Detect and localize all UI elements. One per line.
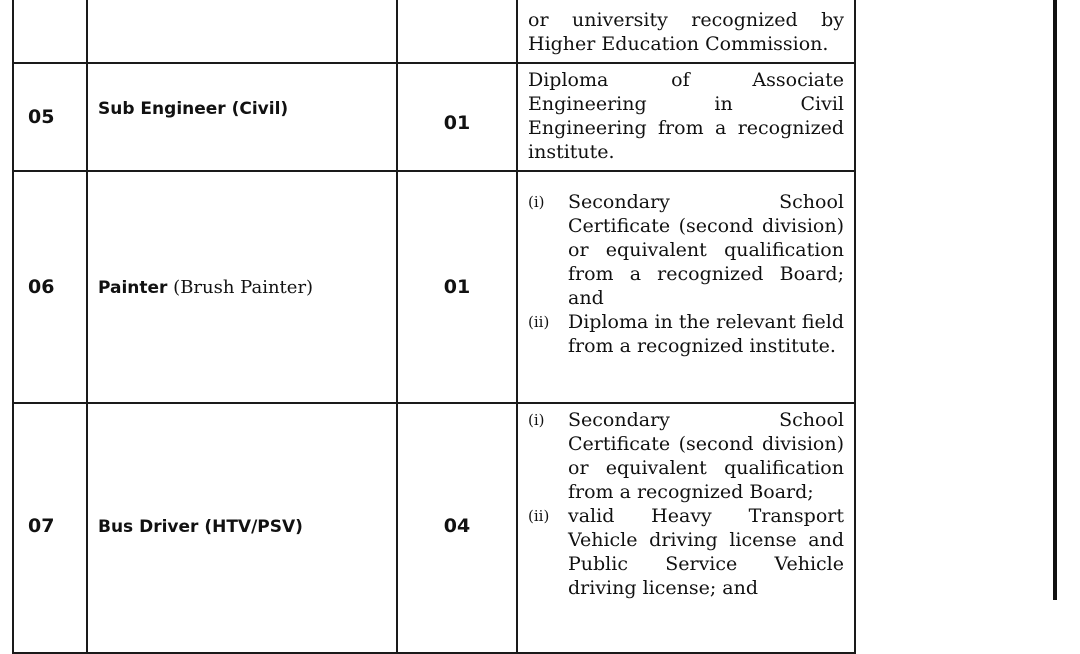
list-item-text: valid Heavy Transport Vehicle driving license and Public Service Vehicle driving license; and [568,505,844,599]
serial-number-cell [13,0,87,63]
serial-number-cell: 05 [13,63,87,171]
post-name-cell [87,171,397,403]
number-of-posts-cell: 01 [397,63,517,171]
qualification-cell [517,403,855,653]
number-of-posts-cell: 01 [397,171,517,403]
number-of-posts-cell: 04 [397,403,517,653]
list-item-text: Secondary School Certificate (second division) or equivalent qualification from a recognized Board; [568,409,844,503]
table-row [13,171,855,403]
table-row [13,403,855,653]
post-name-bold: Painter [98,277,168,298]
list-item [528,504,844,600]
table-row [13,0,855,63]
qualification-list [528,190,844,358]
posts-table [12,0,856,654]
serial-number-cell: 06 [13,171,87,403]
post-name-cell [87,403,397,653]
qualification-text: Diploma of Associate Engineering in Civil Engineering from a recognized institute. [528,69,844,163]
page-border-rule [1053,0,1057,600]
list-item [528,408,844,504]
number-of-posts-cell [397,0,517,63]
qualification-text: or university recognized by Higher Education Commission. [528,9,844,55]
qualification-list [528,408,844,600]
qualification-cell [517,171,855,403]
list-item-text: Diploma in the relevant field from a recognized institute. [568,311,844,357]
qualification-cell [517,63,855,171]
list-item [528,190,844,310]
post-name-cell [87,63,397,171]
list-item-text: Secondary School Certificate (second division) or equivalent qualification from a recognized Board; and [568,191,844,309]
post-name-bold: Bus Driver (HTV/PSV) [98,517,303,537]
list-marker: (ii) [528,313,550,331]
list-marker: (i) [528,193,545,211]
post-name-detail: (Brush Painter) [167,276,314,298]
serial-number-cell: 07 [13,403,87,653]
list-marker: (ii) [528,507,550,525]
list-marker: (i) [528,411,545,429]
table-row [13,63,855,171]
post-name-bold: Sub Engineer (Civil) [98,99,289,119]
qualification-cell [517,0,855,63]
list-item [528,310,844,358]
post-name-cell [87,0,397,63]
